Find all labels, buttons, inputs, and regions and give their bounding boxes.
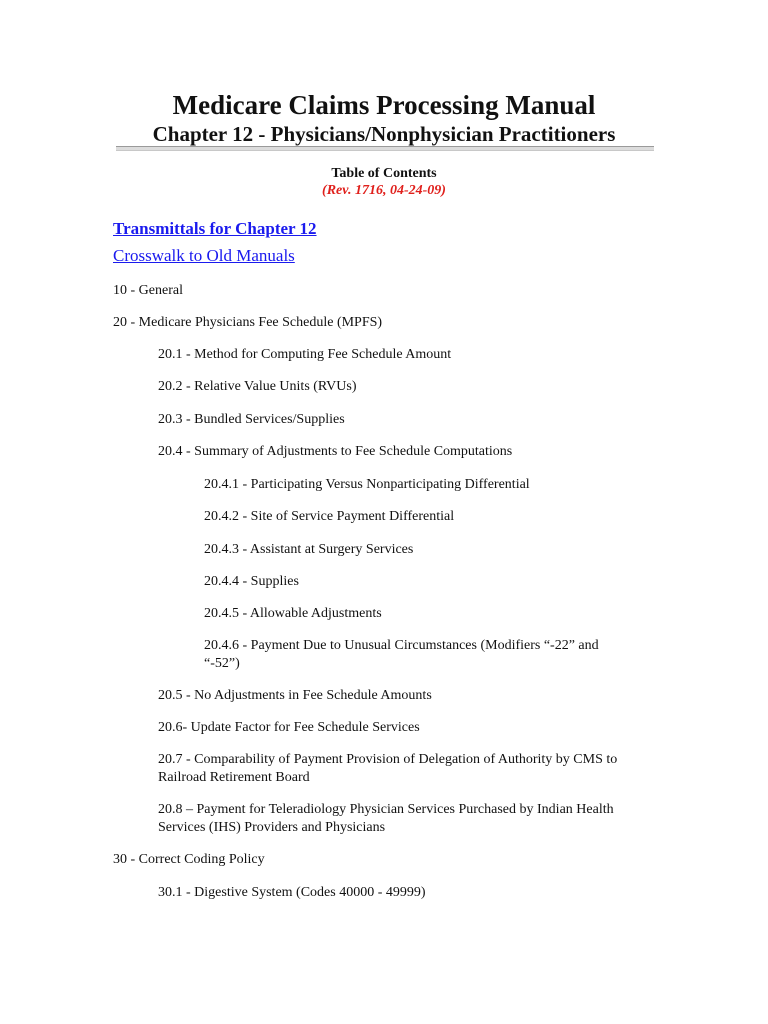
toc-item-20-4-4[interactable]: 20.4.4 - Supplies xyxy=(204,574,299,589)
revision-label: (Rev. 1716, 04-24-09) xyxy=(322,183,446,198)
chapter-subtitle: Chapter 12 - Physicians/Nonphysician Practitioners xyxy=(152,122,616,146)
toc-item-20-2[interactable]: 20.2 - Relative Value Units (RVUs) xyxy=(158,379,357,394)
toc-item-20-4[interactable]: 20.4 - Summary of Adjustments to Fee Schedule Computations xyxy=(158,444,513,459)
transmittals-link[interactable]: Transmittals for Chapter 12 xyxy=(113,219,317,238)
toc-item-10[interactable]: 10 - General xyxy=(113,283,183,298)
toc-item-20-6[interactable]: 20.6- Update Factor for Fee Schedule Services xyxy=(158,720,420,735)
toc-item-30[interactable]: 30 - Correct Coding Policy xyxy=(113,852,265,867)
toc-item-20[interactable]: 20 - Medicare Physicians Fee Schedule (MPFS) xyxy=(113,315,383,330)
crosswalk-link[interactable]: Crosswalk to Old Manuals xyxy=(113,246,295,265)
toc-item-20-8[interactable]: 20.8 – Payment for Teleradiology Physician Services Purchased by Indian Health Services (IHS) Providers and Physicians xyxy=(158,802,614,835)
toc-heading: Table of Contents xyxy=(331,166,437,181)
toc-item-20-4-3[interactable]: 20.4.3 - Assistant at Surgery Services xyxy=(204,542,414,557)
document-title: Medicare Claims Processing Manual xyxy=(172,90,596,120)
toc-item-30-1[interactable]: 30.1 - Digestive System (Codes 40000 - 49999) xyxy=(158,885,426,900)
toc-item-20-4-1[interactable]: 20.4.1 - Participating Versus Nonparticipating Differential xyxy=(204,477,530,492)
toc-item-20-5[interactable]: 20.5 - No Adjustments in Fee Schedule Amounts xyxy=(158,688,432,703)
toc-item-20-4-6[interactable]: 20.4.6 - Payment Due to Unusual Circumstances (Modifiers “-22” and “-52”) xyxy=(204,638,599,671)
toc-item-20-3[interactable]: 20.3 - Bundled Services/Supplies xyxy=(158,412,345,427)
toc-item-20-4-2[interactable]: 20.4.2 - Site of Service Payment Differential xyxy=(204,509,455,524)
toc-item-20-1[interactable]: 20.1 - Method for Computing Fee Schedule Amount xyxy=(158,347,452,362)
toc-item-20-4-5[interactable]: 20.4.5 - Allowable Adjustments xyxy=(204,606,382,621)
title-divider xyxy=(116,146,654,151)
toc-item-20-7[interactable]: 20.7 - Comparability of Payment Provision of Delegation of Authority by CMS to Railroad Retirement Board xyxy=(158,752,618,785)
